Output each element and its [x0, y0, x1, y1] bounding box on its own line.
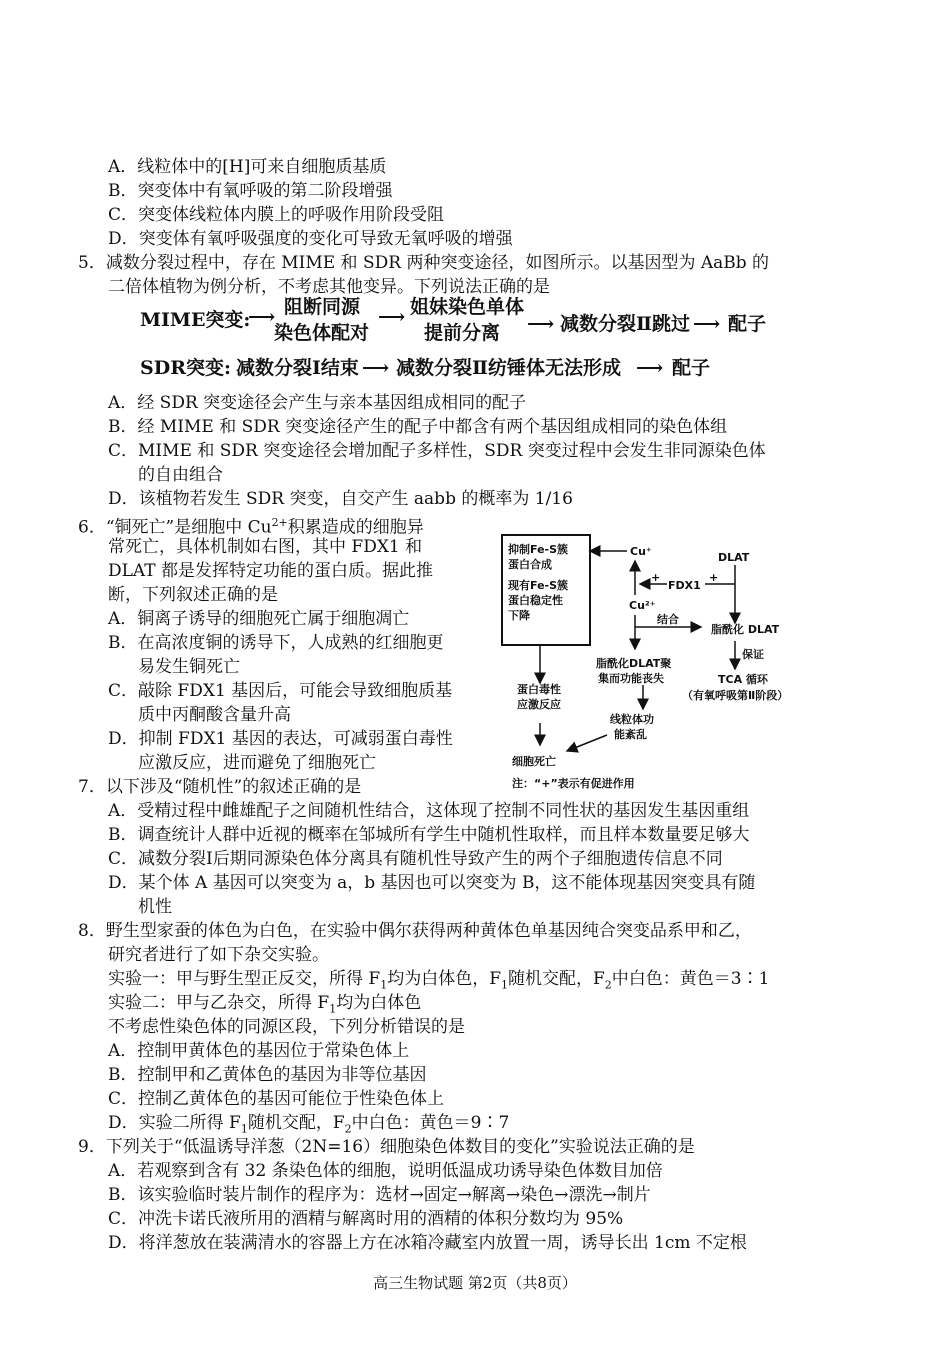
q6-option-c-line2: 质中丙酮酸含量升高 [138, 705, 291, 725]
q7-option-c: C．减数分裂Ⅰ后期同源染色体分离具有随机性导致产生的两个子细胞遗传信息不同 [108, 849, 723, 869]
q7-option-d-line1: D．某个体 A 基因可以突变为 a，b 基因也可以突变为 B，这不能体现基因突变具有随 [108, 873, 756, 893]
box-line5: 下降 [508, 609, 530, 622]
dlat-label: DLAT [718, 551, 750, 564]
q7-option-d-line2: 机性 [138, 897, 172, 917]
q6-option-c-line1: C．敲除 FDX1 基因后，可能会导致细胞质基 [108, 681, 453, 701]
mito-line2: 能紊乱 [614, 728, 647, 741]
box-line4: 蛋白稳定性 [508, 594, 563, 607]
lipo-dlat-label: 脂酰化 DLAT [711, 623, 780, 636]
q6-stem-line4: 断，下列叙述正确的是 [108, 585, 278, 605]
q8-experiment-2: 实验二：甲与乙杂交，所得 $F_1$均为白体色 [108, 993, 422, 1016]
q6-stem-line1: 6．“铜死亡”是细胞中 $Cu^{2+}$积累造成的细胞异 [78, 516, 424, 538]
mime-step2-line1: 姐妹染色单体 [410, 296, 525, 318]
plus-label-2: + [709, 571, 719, 584]
q5-option-b: B．经 MIME 和 SDR 突变途径产生的配子中都含有两个基因组成相同的染色体组 [108, 417, 728, 437]
q5-option-c-line2: 的自由组合 [138, 465, 223, 485]
q6-option-b-line2: 易发生铜死亡 [138, 657, 240, 677]
aggregate-line1: 脂酰化DLAT聚 [596, 657, 672, 670]
fdx1-label: FDX1 [668, 579, 701, 592]
sdr-step1: 减数分裂Ⅰ结束 [236, 357, 359, 379]
box-line1: 抑制Fe-S簇 [508, 543, 569, 556]
mito-line1: 线粒体功 [610, 713, 654, 726]
q5-option-c-line1: C．MIME 和 SDR 突变途径会增加配子多样性，SDR 突变过程中会发生非同源染色体 [108, 441, 766, 461]
q7-stem: 7．以下涉及“随机性”的叙述正确的是 [78, 777, 362, 797]
arrow-icon: ⟶ [693, 313, 721, 335]
ensure-label: 保证 [742, 648, 764, 661]
toxic-line1: 蛋白毒性 [517, 683, 561, 696]
cell-death-label: 细胞死亡 [512, 755, 556, 768]
q6-option-b-line1: B．在高浓度铜的诱导下，人成熟的红细胞更 [108, 633, 444, 653]
tca-label: TCA 循环 [718, 673, 768, 686]
aggregate-line2: 集而功能丧失 [598, 672, 664, 685]
q5-option-a: A．经 SDR 突变途径会产生与亲本基因组成相同的配子 [108, 393, 527, 413]
arrow-icon: ⟶ [378, 306, 406, 328]
q8-stem-line1: 8．野生型家蚕的体色为白色，在实验中偶尔获得两种黄体色单基因纯合突变品系甲和乙， [78, 921, 752, 941]
sdr-step3: 配子 [672, 357, 711, 379]
q8-stem-line2: 研究者进行了如下杂交实验。 [108, 945, 329, 965]
diagram-note: 注：“+”表示有促进作用 [512, 777, 635, 790]
q4-option-c: C．突变体线粒体内膜上的呼吸作用阶段受阻 [108, 205, 445, 225]
arrow-mito-death [567, 735, 607, 751]
q6-option-a: A．铜离子诱导的细胞死亡属于细胞凋亡 [108, 609, 410, 629]
box-line2: 蛋白合成 [508, 558, 552, 571]
q5-stem-line1: 5．减数分裂过程中，存在 MIME 和 SDR 两种突变途径，如图所示。以基因型为 AaBb 的 [78, 253, 770, 273]
toxic-line2: 应激反应 [517, 698, 561, 711]
arrow-icon: ⟶ [248, 306, 276, 328]
q4-option-b: B．突变体中有氧呼吸的第二阶段增强 [108, 181, 393, 201]
mime-step1-line1: 阻断同源 [284, 296, 361, 318]
plus-label-1: + [651, 571, 661, 584]
q4-option-d: D．突变体有氧呼吸强度的变化可导致无氧呼吸的增强 [108, 229, 513, 249]
tca-note-label: （有氧呼吸第Ⅱ阶段） [682, 689, 789, 702]
q8-stem-line3: 不考虑性染色体的同源区段，下列分析错误的是 [108, 1017, 465, 1037]
q8-option-d: D．实验二所得 $F_1$随机交配，$F_2$中白色：黄色＝9∶7 [108, 1113, 510, 1136]
mime-step1-line2: 染色体配对 [274, 322, 370, 344]
q8-option-c: C．控制乙黄体色的基因可能位于性染色体上 [108, 1089, 445, 1109]
q8-option-b: B．控制甲和乙黄体色的基因为非等位基因 [108, 1065, 427, 1085]
q9-option-b: B．该实验临时装片制作的程序为：选材→固定→解离→染色→漂洗→制片 [108, 1185, 651, 1205]
q6-option-d-line2: 应激反应，进而避免了细胞死亡 [138, 753, 376, 773]
q6-stem-line3: DLAT 都是发挥特定功能的蛋白质。据此推 [108, 561, 434, 581]
q4-option-a: A．线粒体中的[H]可来自细胞质基质 [108, 157, 387, 177]
q6-option-d-line1: D．抑制 FDX1 基因的表达，可减弱蛋白毒性 [108, 729, 453, 749]
q5-option-d: D．该植物若发生 SDR 突变，自交产生 aabb 的概率为 1/16 [108, 489, 573, 509]
sdr-label: SDR突变: [140, 357, 232, 379]
q7-option-a: A．受精过程中雌雄配子之间随机性结合，这体现了控制不同性状的基因发生基因重组 [108, 801, 750, 821]
mime-step3: 减数分裂Ⅱ跳过 [560, 313, 691, 335]
arrow-icon: ⟶ [362, 357, 390, 379]
box-line3: 现有Fe-S簇 [508, 579, 569, 592]
q6-stem-line2: 常死亡，具体机制如右图，其中 FDX1 和 [108, 537, 423, 557]
combine-label: 结合 [657, 613, 679, 626]
q7-option-b: B．调查统计人群中近视的概率在邹城所有学生中随机性取样，而且样本数量要足够大 [108, 825, 750, 845]
mime-step2-line2: 提前分离 [424, 322, 501, 344]
q9-option-c: C．冲洗卡诺氏液所用的酒精与解离时用的酒精的体积分数均为 95% [108, 1209, 624, 1229]
q9-option-d: D．将洋葱放在装满清水的容器上方在冰箱冷藏室内放置一周，诱导长出 1cm 不定根 [108, 1233, 747, 1253]
q9-option-a: A．若观察到含有 32 条染色体的细胞，说明低温成功诱导染色体数目加倍 [108, 1161, 663, 1181]
q9-stem: 9．下列关于“低温诱导洋葱（2N=16）细胞染色体数目的变化”实验说法正确的是 [78, 1137, 695, 1157]
page-footer: 高三生物试题 第2页（共8页） [373, 1274, 577, 1292]
sdr-step2: 减数分裂Ⅱ纺锤体无法形成 [396, 357, 622, 379]
arrow-icon: ⟶ [636, 357, 664, 379]
q8-option-a: A．控制甲黄体色的基因位于常染色体上 [108, 1041, 410, 1061]
arrow-icon: ⟶ [527, 313, 555, 335]
mime-label: MIME突变: [140, 309, 251, 331]
cu1-label: Cu⁺ [630, 545, 652, 558]
cu2-label: Cu²⁺ [629, 599, 656, 612]
q5-stem-line2: 二倍体植物为例分析，不考虑其他变异。下列说法正确的是 [108, 277, 550, 297]
q8-experiment-1: 实验一：甲与野生型正反交，所得 $F_1$均为白体色，$F_1$随机交配，$F_2$中白色：黄色＝3∶1 [108, 969, 770, 992]
mime-step4: 配子 [728, 313, 767, 335]
